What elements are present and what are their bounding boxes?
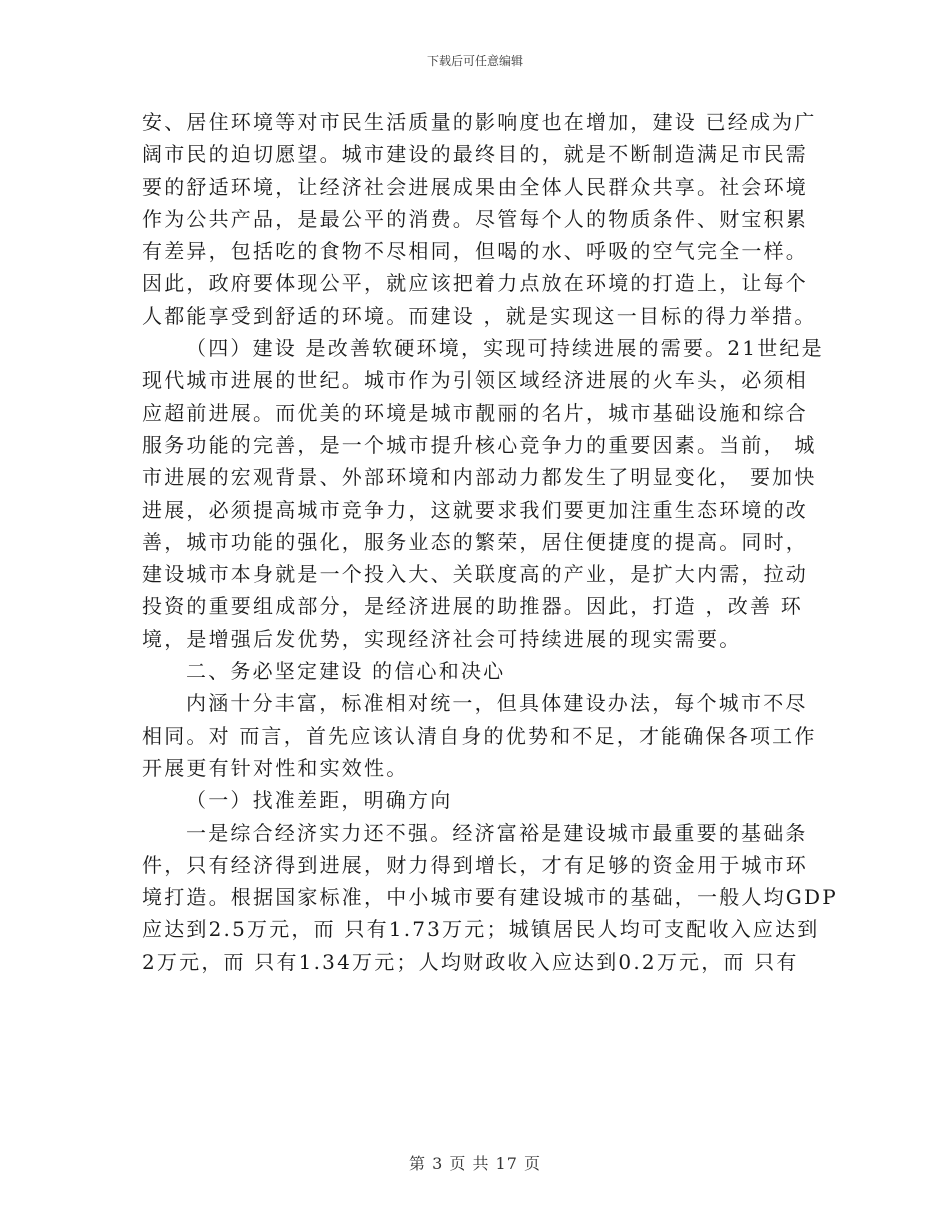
paragraph [142, 687, 817, 784]
text-line: 开展更有针对性和实效性。 [142, 755, 409, 780]
text-line: 有差异，包括吃的食物不尽相同，但喝的水、呼吸的空气完全一样。 [142, 239, 808, 264]
text-line: 2万元，而 只有1.34万元；人均财政收入应达到0.2万元，而 只有 [142, 949, 799, 974]
text-line: 进展，必须提高城市竞争力，这就要求我们要更加注重生态环境的改 [142, 497, 808, 522]
text-line: 人都能享受到舒适的环境。而建设 ，就是实现这一目标的得力举措。 [142, 303, 817, 328]
text-line: 内涵十分丰富，标准相对统一，但具体建设办法，每个城市不尽 [186, 691, 808, 716]
text-line: 境，是增强后发优势，实现经济社会可持续进展的现实需要。 [142, 626, 742, 651]
text-line: 建设城市本身就是一个投入大、关联度高的产业，是扩大内需，拉动 [142, 562, 808, 587]
text-line: 二、务必坚定建设 的信心和决心 [186, 659, 506, 684]
text-line: 因此，政府要体现公平，就应该把着力点放在环境的打造上，让每个 [142, 271, 808, 296]
text-line: 阔市民的迫切愿望。城市建设的最终目的，就是不断制造满足市民需 [142, 142, 808, 167]
text-line: 安、居住环境等对市民生活质量的影响度也在增加，建设 已经成为广 [142, 110, 817, 134]
text-line: （一）找准差距，明确方向 [186, 788, 453, 813]
subsection-heading [142, 784, 814, 816]
paragraph [142, 817, 838, 978]
text-line: （四）建设 是改善软硬环境，实现可持续进展的需要。21世纪是 [186, 336, 824, 361]
page-header: 下载后可任意编辑 [426, 54, 523, 68]
text-line: 服务功能的完善，是一个城市提升核心竞争力的重要因素。当前， 城 [142, 432, 817, 457]
text-line: 件，只有经济得到进展，财力得到增长，才有足够的资金用于城市环 [142, 852, 808, 877]
text-line: 作为公共产品，是最公平的消费。尽管每个人的物质条件、财宝积累 [142, 206, 808, 231]
text-line: 善，城市功能的强化，服务业态的繁荣，居住便捷度的提高。同时， [142, 529, 808, 554]
section-heading [142, 655, 814, 687]
text-line: 相同。对 而言，首先应该认清自身的优势和不足，才能确保各项工作 [142, 723, 817, 748]
text-line: 市进展的宏观背景、外部环境和内部动力都发生了明显变化， 要加快 [142, 465, 817, 490]
paragraph [142, 332, 824, 655]
paragraph [142, 106, 817, 332]
text-line: 要的舒适环境，让经济社会进展成果由全体人民群众共享。社会环境 [142, 174, 808, 199]
text-line: 投资的重要组成部分，是经济进展的助推器。因此，打造 ，改善 环 [142, 594, 803, 619]
page-number: 第 3 页 共 17 页 [409, 1154, 541, 1173]
text-line: 境打造。根据国家标准，中小城市要有建设城市的基础，一般人均GDP [142, 885, 838, 910]
text-line: 一是综合经济实力还不强。经济富裕是建设城市最重要的基础条 [186, 820, 808, 845]
text-line: 应达到2.5万元，而 只有1.73万元；城镇居民人均可支配收入应达到 [142, 917, 820, 942]
document-body [142, 106, 838, 978]
text-line: 应超前进展。而优美的环境是城市靓丽的名片，城市基础设施和综合 [142, 400, 808, 425]
text-line: 现代城市进展的世纪。城市作为引领区域经济进展的火车头，必须相 [142, 368, 808, 393]
